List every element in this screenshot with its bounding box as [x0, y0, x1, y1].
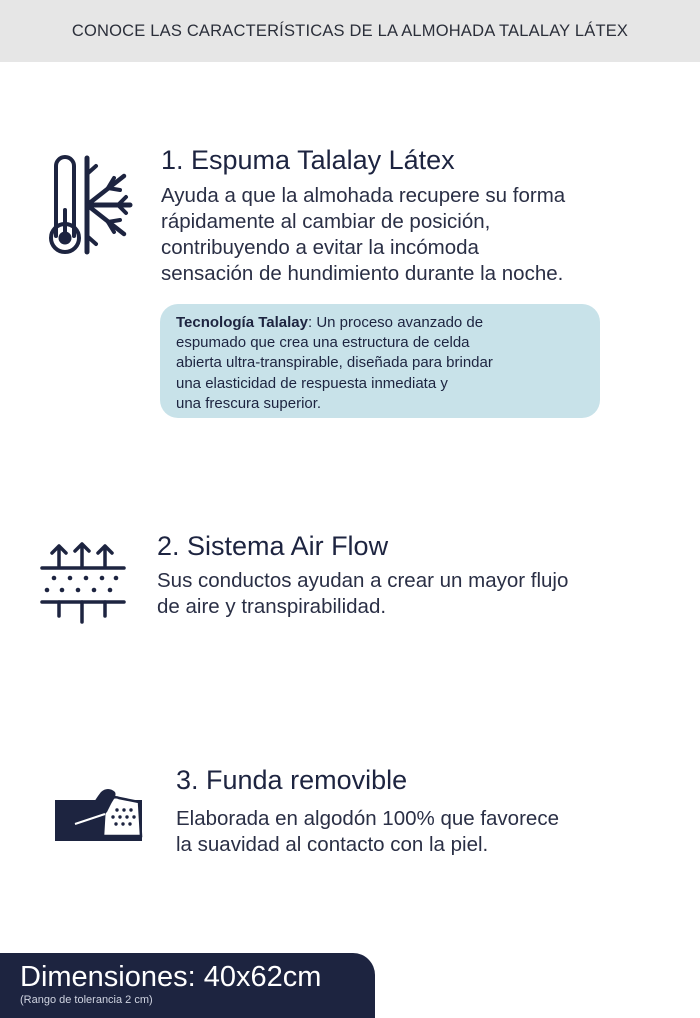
airflow-icon [40, 540, 126, 624]
feature-2-title: 2. Sistema Air Flow [157, 531, 389, 561]
banner-text: CONOCE LAS CARACTERÍSTICAS DE LA ALMOHADA TALALAY LÁTEX [71, 21, 629, 40]
dimensions-title: Dimensiones: 40x62cm [20, 961, 322, 993]
feature-3-title: 3. Funda removible [176, 765, 408, 795]
feature-2-description [157, 568, 568, 620]
thermometer-snowflake-icon [44, 152, 134, 258]
feature-1-desc-line: Ayuda a que la almohada recupere su forma [161, 184, 566, 207]
feature-3-description [176, 806, 559, 858]
feature-1-desc-line: rápidamente al cambiar de posición, [161, 210, 491, 233]
callout-text: una elasticidad de respuesta inmediata y [176, 374, 448, 392]
header-banner [0, 0, 700, 62]
callout-text: abierta ultra-transpirable, diseñada para brindar [176, 354, 493, 372]
feature-1-desc-line: contribuyendo a evitar la incómoda [161, 236, 479, 259]
feature-3-desc-line: la suavidad al contacto con la piel. [176, 833, 489, 856]
callout-bold-label: Tecnología Talalay [176, 314, 308, 331]
callout-text: una frescura superior. [176, 394, 322, 412]
dimensions-tolerance-note: (Rango de tolerancia 2 cm) [20, 994, 153, 1006]
feature-3-desc-line: Elaborada en algodón 100% que favorece [176, 807, 559, 830]
feature-1-title: 1. Espuma Talalay Látex [161, 145, 455, 175]
feature-1-description [161, 183, 565, 287]
dimensions-panel [0, 953, 375, 1018]
feature-2-desc-line: de aire y transpirabilidad. [157, 595, 387, 618]
feature-1-desc-line: sensación de hundimiento durante la noche. [161, 262, 564, 285]
talalay-technology-callout [160, 304, 600, 418]
removable-cover-icon [53, 786, 145, 844]
callout-text: espumado que crea una estructura de celda [176, 334, 470, 352]
callout-text: : Un proceso avanzado de [307, 314, 484, 331]
feature-2-desc-line: Sus conductos ayudan a crear un mayor flujo [157, 569, 569, 592]
